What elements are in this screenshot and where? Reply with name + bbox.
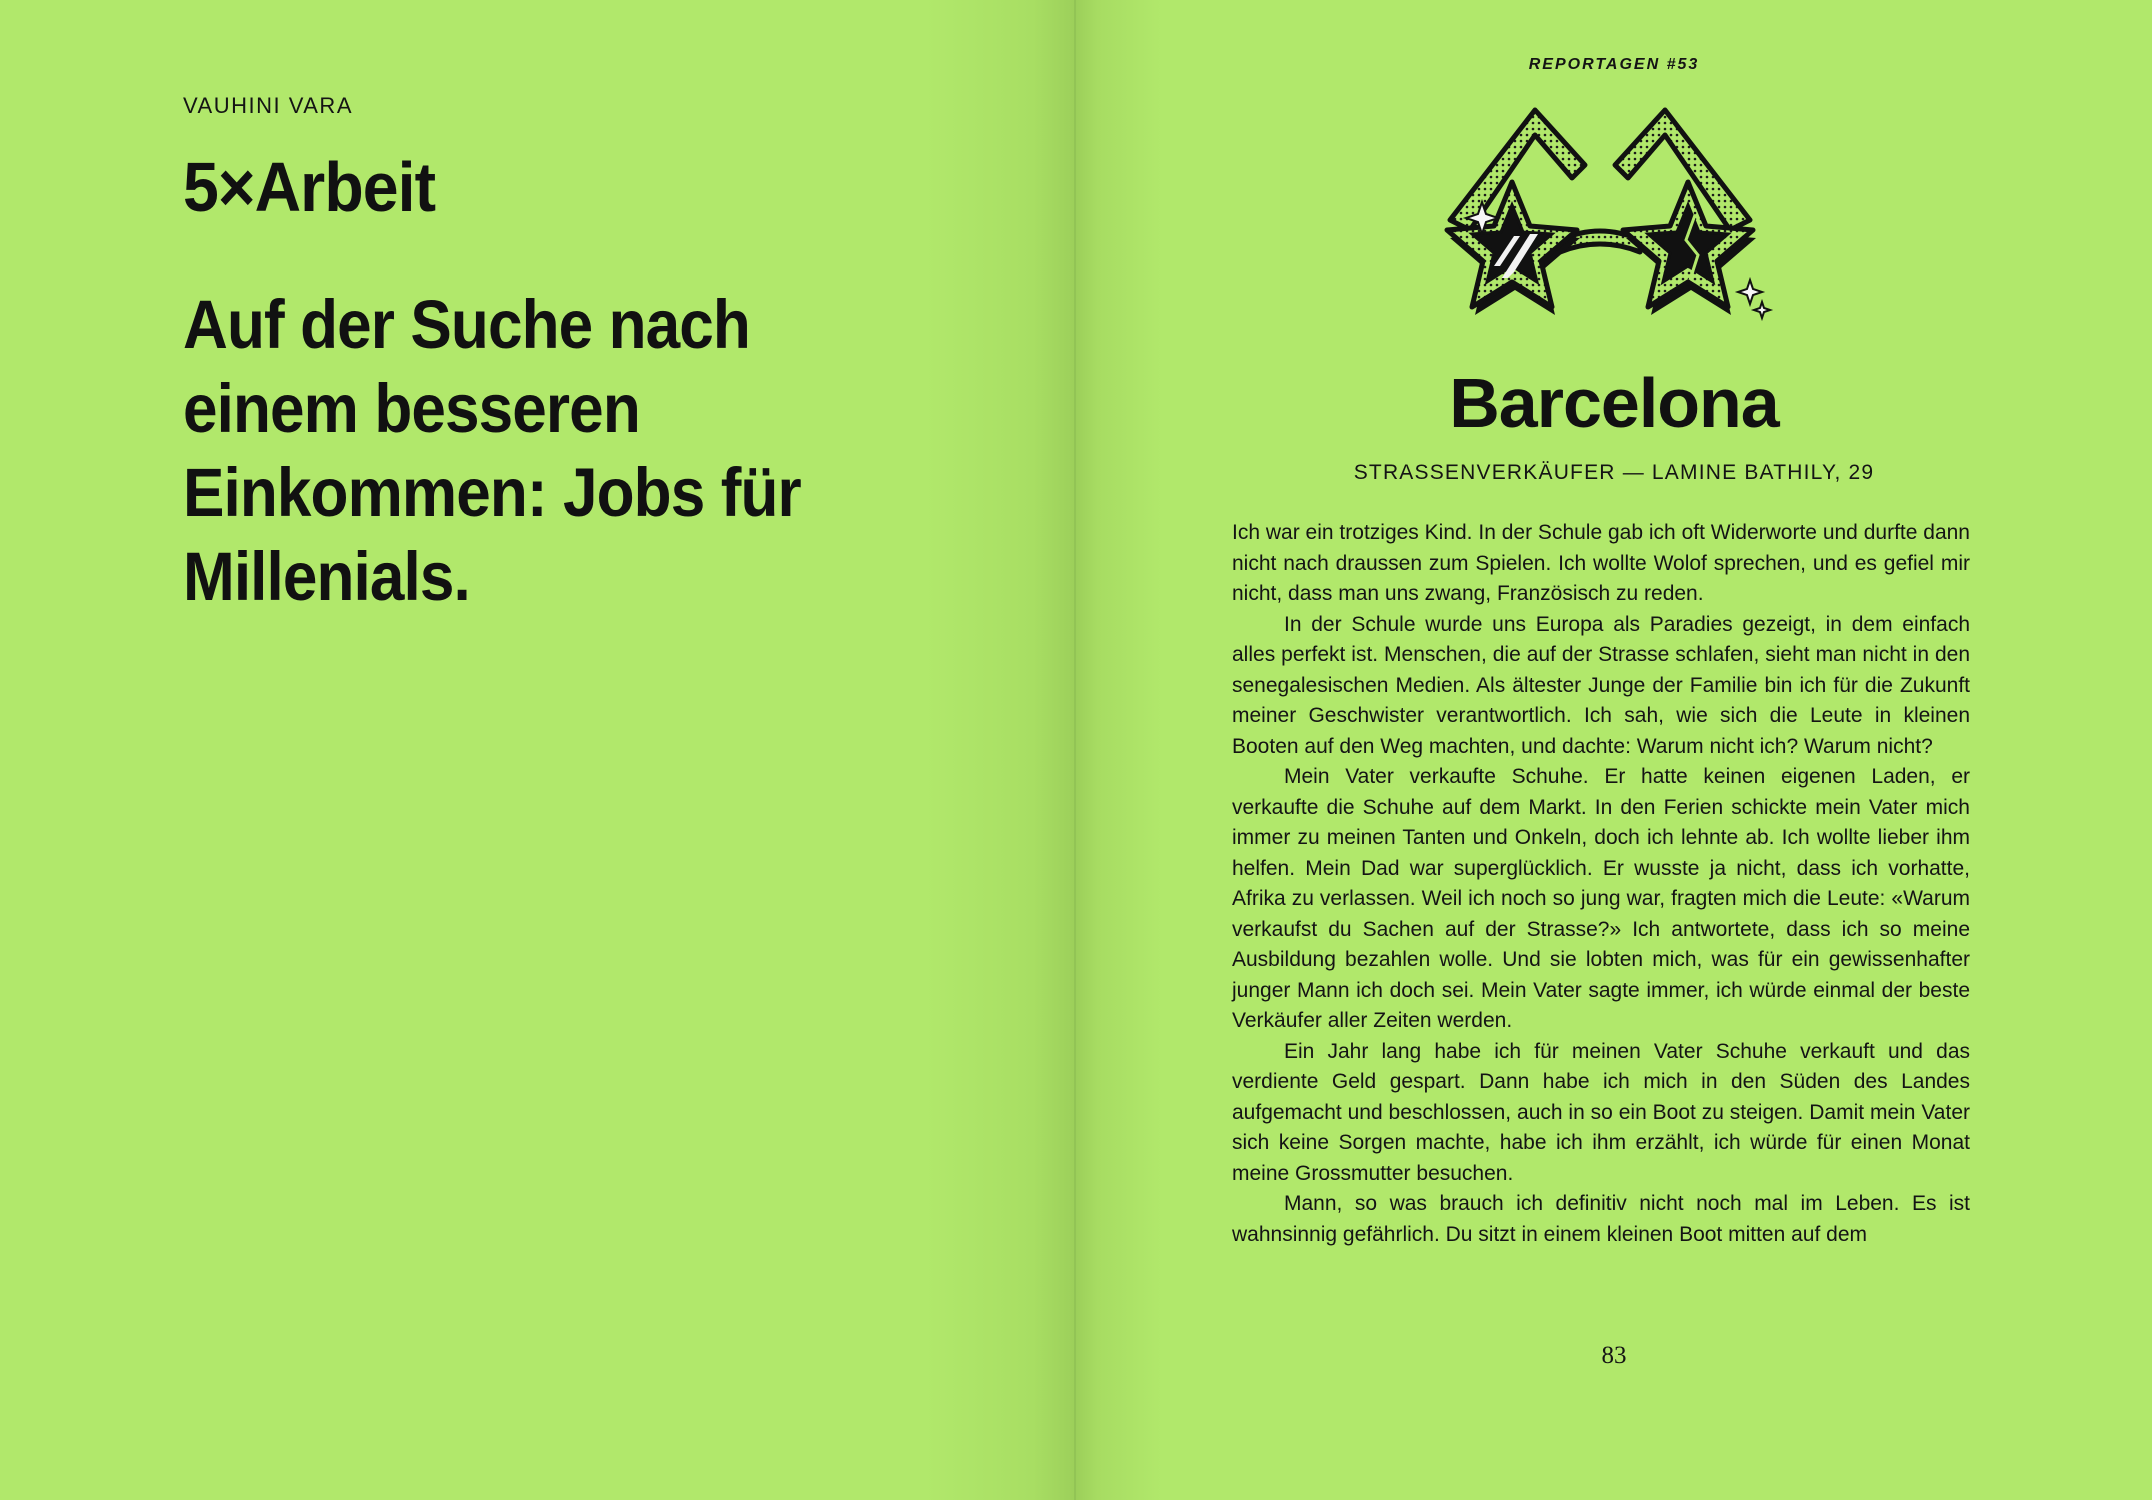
article-headline: Auf der Suche nach einem besseren Einkommen: Jobs für Millenials. (183, 286, 801, 615)
body-paragraph: Mann, so was brauch ich definitiv nicht noch mal im Leben. Es ist wahnsinnig gefährlich. Du sitzt in einem kleinen Boot mitten auf dem (1232, 1192, 1970, 1246)
page-number: 83 (1601, 1342, 1627, 1369)
body-paragraph: In der Schule wurde uns Europa als Paradies gezeigt, in dem einfach alles perfekt ist. Menschen, die auf der Strasse schlafen, sieht man nicht in den senegalesischen Medien. Als ältester Junge der Familie bin ich für die Zukunft meiner Geschwister verantwortlich. Ich sah, wie sich die Leute in kleinen Booten auf den Weg machten, und dachte: Warum nicht ich? Warum nicht? (1232, 612, 1970, 758)
series-title: 5×Arbeit (183, 148, 436, 226)
body-paragraph: Ich war ein trotziges Kind. In der Schule gab ich oft Widerworte und durfte dann nicht nach draussen zum Spielen. Ich wollte Wolof sprechen, und es gefiel mir nicht, dass man uns zwang, Französisch zu reden. (1232, 521, 1970, 605)
star-sunglasses-icon (1410, 90, 1790, 360)
page-gutter (1074, 0, 1076, 1500)
body-paragraph: Mein Vater verkaufte Schuhe. Er hatte keinen eigenen Laden, er verkaufte die Schuhe auf dem Markt. In den Ferien schickte mein Vater mich immer zu meinen Tanten und Onkeln, doch ich lehnte ab. Ich wollte lieber ihm helfen. Mein Dad war superglücklich. Er wusste ja nicht, dass ich vorhatte, Afrika zu verlassen. Weil ich noch so jung war, fragten mich die Leute: «Warum verkaufst du Sachen auf der Strasse?» Ich antwortete, dass ich so meine Ausbildung bezahlen wolle. Und sie lobten mich, was für ein gewissenhafter junger Mann ich doch sei. Mein Vater sagte immer, ich würde einmal der beste Verkäufer aller Zeiten werden. (1232, 765, 1970, 1032)
author-name: VAUHINI VARA (183, 93, 353, 118)
article-body (1232, 518, 1970, 1250)
city-title: Barcelona (1449, 364, 1779, 442)
running-head: REPORTAGEN #53 (1528, 56, 1700, 73)
body-paragraph: Ein Jahr lang habe ich für meinen Vater Schuhe verkauft und das verdiente Geld gespart. Dann habe ich mich in den Süden des Landes aufgemacht und beschlossen, auch in so ein Boot zu steigen. Damit mein Vater sich keine Sorgen machte, habe ich ihm erzählt, ich würde für einen Monat meine Grossmutter besuchen. (1232, 1039, 1970, 1185)
article-subtitle: STRASSENVERKÄUFER — LAMINE BATHILY, 29 (1353, 461, 1875, 484)
